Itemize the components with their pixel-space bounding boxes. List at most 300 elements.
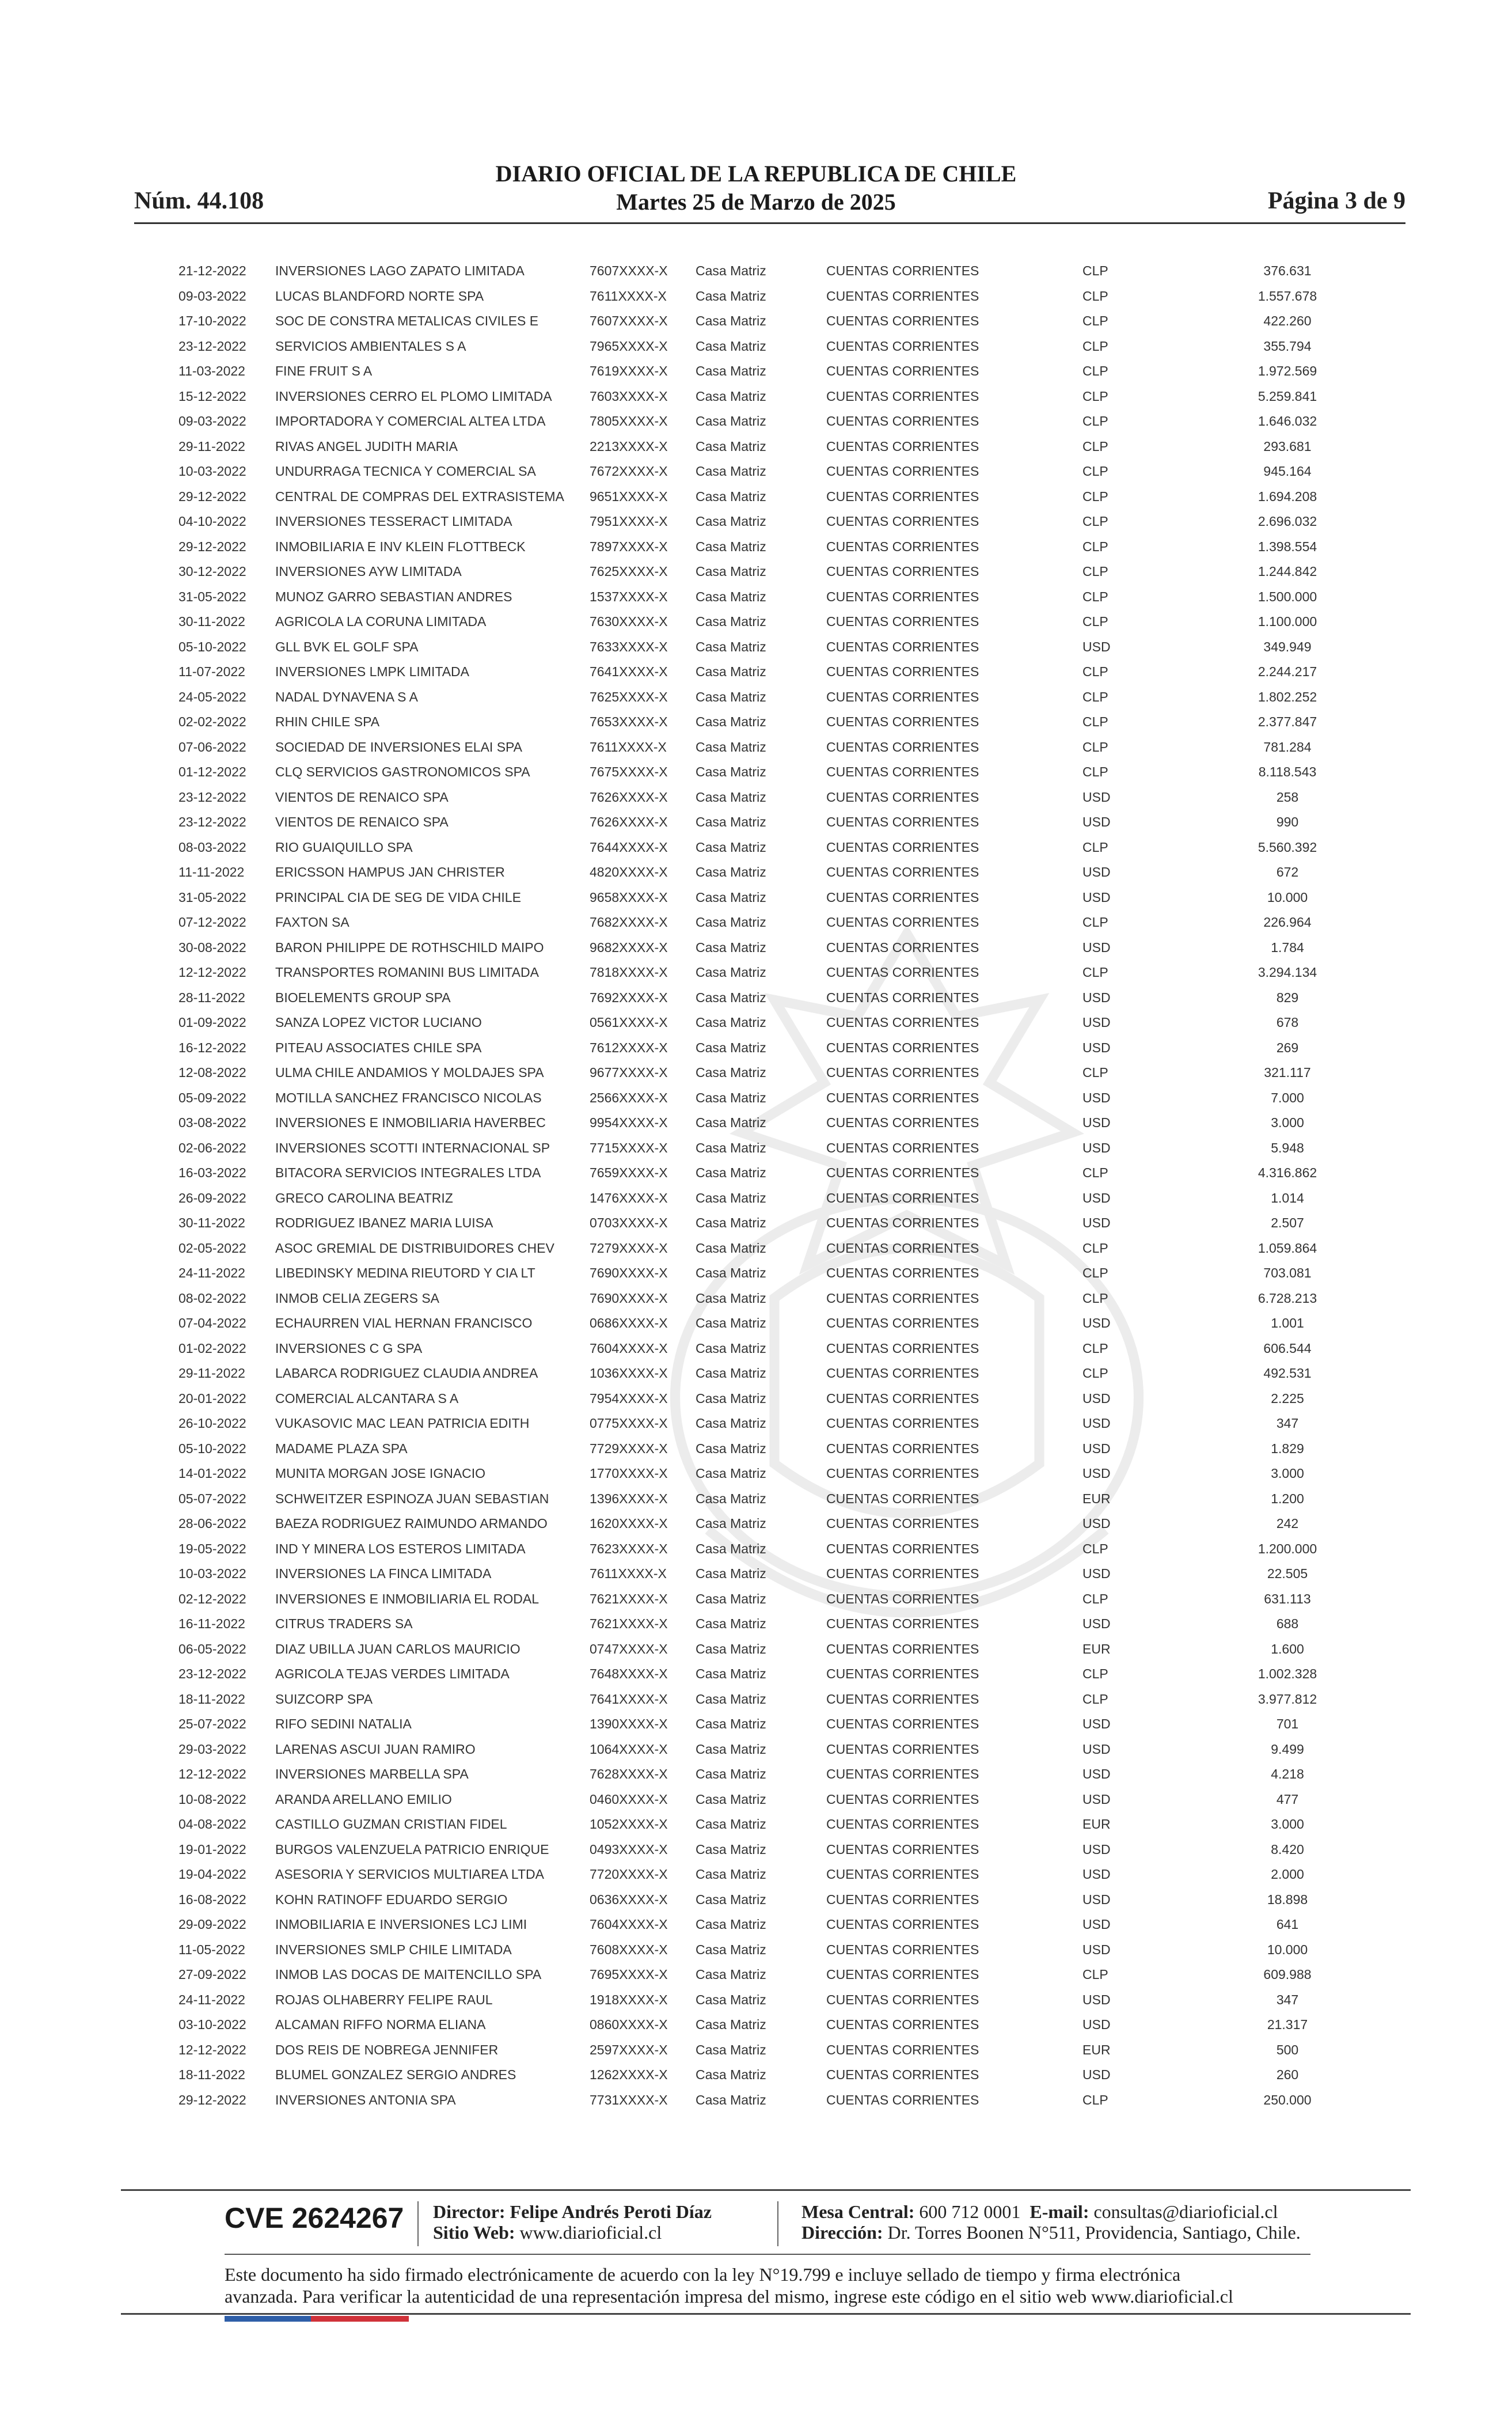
row-rut: 7621XXXX-X bbox=[590, 1591, 668, 1606]
row-amount: 3.294.134 bbox=[1258, 965, 1317, 980]
table-row bbox=[0, 1291, 1512, 1316]
row-amount: 678 bbox=[1276, 1015, 1299, 1030]
row-currency: USD bbox=[1082, 1942, 1111, 1957]
row-name: ARANDA ARELLANO EMILIO bbox=[275, 1791, 452, 1807]
row-amount: 226.964 bbox=[1263, 915, 1312, 930]
table-row bbox=[0, 764, 1512, 790]
table-row bbox=[0, 965, 1512, 990]
row-date: 25-07-2022 bbox=[178, 1716, 246, 1731]
row-branch: Casa Matriz bbox=[696, 1065, 766, 1080]
table-row bbox=[0, 1115, 1512, 1140]
row-date: 16-11-2022 bbox=[178, 1616, 245, 1631]
row-product: CUENTAS CORRIENTES bbox=[826, 1967, 979, 1982]
table-row bbox=[0, 489, 1512, 514]
row-product: CUENTAS CORRIENTES bbox=[826, 363, 979, 378]
row-branch: Casa Matriz bbox=[696, 789, 766, 805]
row-name: ASOC GREMIAL DE DISTRIBUIDORES CHEV bbox=[275, 1240, 554, 1256]
row-branch: Casa Matriz bbox=[696, 363, 766, 378]
row-rut: 9682XXXX-X bbox=[590, 939, 668, 955]
signature-notice bbox=[225, 2263, 1319, 2307]
row-rut: 1770XXXX-X bbox=[590, 1466, 668, 1481]
table-row bbox=[0, 514, 1512, 539]
row-rut: 1064XXXX-X bbox=[590, 1741, 668, 1757]
table-row bbox=[0, 1716, 1512, 1742]
row-currency: EUR bbox=[1082, 2042, 1111, 2057]
row-date: 29-03-2022 bbox=[178, 1741, 246, 1757]
table-row bbox=[0, 1090, 1512, 1116]
row-name: MUNITA MORGAN JOSE IGNACIO bbox=[275, 1466, 486, 1481]
row-branch: Casa Matriz bbox=[696, 1917, 766, 1932]
row-rut: 7641XXXX-X bbox=[590, 1691, 668, 1707]
table-row bbox=[0, 1641, 1512, 1667]
issue-number: Núm. 44.108 bbox=[134, 188, 264, 214]
row-name: INVERSIONES SCOTTI INTERNACIONAL SP bbox=[275, 1140, 550, 1155]
footer-divider-bottom bbox=[121, 2313, 1411, 2315]
row-rut: 7611XXXX-X bbox=[590, 1566, 667, 1581]
row-currency: USD bbox=[1082, 639, 1111, 654]
row-rut: 0703XXXX-X bbox=[590, 1215, 668, 1230]
table-row bbox=[0, 363, 1512, 389]
row-amount: 781.284 bbox=[1263, 739, 1312, 754]
row-product: CUENTAS CORRIENTES bbox=[826, 1440, 979, 1456]
row-name: SERVICIOS AMBIENTALES S A bbox=[275, 338, 466, 354]
row-name: PITEAU ASSOCIATES CHILE SPA bbox=[275, 1040, 482, 1055]
row-date: 19-05-2022 bbox=[178, 1541, 246, 1556]
row-product: CUENTAS CORRIENTES bbox=[826, 438, 979, 454]
row-branch: Casa Matriz bbox=[696, 1541, 766, 1556]
row-rut: 7672XXXX-X bbox=[590, 464, 668, 479]
row-date: 05-10-2022 bbox=[178, 639, 246, 654]
row-amount: 3.977.812 bbox=[1258, 1691, 1317, 1707]
row-date: 23-12-2022 bbox=[178, 814, 246, 829]
row-date: 30-08-2022 bbox=[178, 939, 246, 955]
row-branch: Casa Matriz bbox=[696, 915, 766, 930]
row-currency: CLP bbox=[1082, 915, 1108, 930]
row-currency: CLP bbox=[1082, 338, 1108, 354]
row-product: CUENTAS CORRIENTES bbox=[826, 1240, 979, 1256]
table-row bbox=[0, 1892, 1512, 1917]
row-rut: 7951XXXX-X bbox=[590, 514, 668, 529]
row-name: INVERSIONES MARBELLA SPA bbox=[275, 1766, 469, 1781]
row-date: 26-10-2022 bbox=[178, 1416, 246, 1431]
row-product: CUENTAS CORRIENTES bbox=[826, 589, 979, 604]
row-currency: CLP bbox=[1082, 388, 1108, 404]
row-branch: Casa Matriz bbox=[696, 1741, 766, 1757]
row-name: INVERSIONES SMLP CHILE LIMITADA bbox=[275, 1942, 512, 1957]
row-rut: 7641XXXX-X bbox=[590, 664, 668, 679]
row-rut: 7897XXXX-X bbox=[590, 539, 668, 554]
row-currency: USD bbox=[1082, 1867, 1111, 1882]
row-branch: Casa Matriz bbox=[696, 1040, 766, 1055]
row-currency: CLP bbox=[1082, 2092, 1108, 2107]
row-rut: 7611XXXX-X bbox=[590, 739, 667, 754]
row-rut: 9954XXXX-X bbox=[590, 1115, 668, 1130]
row-date: 01-02-2022 bbox=[178, 1340, 246, 1356]
row-rut: 7611XXXX-X bbox=[590, 288, 667, 304]
table-row bbox=[0, 313, 1512, 339]
row-product: CUENTAS CORRIENTES bbox=[826, 488, 979, 504]
row-currency: USD bbox=[1082, 865, 1111, 879]
table-row bbox=[0, 2092, 1512, 2118]
row-branch: Casa Matriz bbox=[696, 589, 766, 604]
row-branch: Casa Matriz bbox=[696, 288, 766, 304]
row-name: GLL BVK EL GOLF SPA bbox=[275, 639, 419, 654]
table-row bbox=[0, 940, 1512, 965]
row-date: 24-11-2022 bbox=[178, 1265, 245, 1280]
row-amount: 672 bbox=[1276, 865, 1299, 879]
row-date: 16-08-2022 bbox=[178, 1891, 246, 1907]
row-branch: Casa Matriz bbox=[696, 388, 766, 404]
row-date: 19-04-2022 bbox=[178, 1867, 246, 1882]
row-currency: CLP bbox=[1082, 539, 1108, 554]
row-branch: Casa Matriz bbox=[696, 1992, 766, 2007]
row-currency: USD bbox=[1082, 1416, 1111, 1431]
row-branch: Casa Matriz bbox=[696, 564, 766, 579]
row-name: FAXTON SA bbox=[275, 915, 349, 930]
row-currency: CLP bbox=[1082, 614, 1108, 629]
address-value: Dr. Torres Boonen N°511, Providencia, Santiago, Chile. bbox=[887, 2222, 1301, 2243]
row-rut: 7695XXXX-X bbox=[590, 1967, 668, 1982]
table-row bbox=[0, 389, 1512, 414]
row-name: INMOB CELIA ZEGERS SA bbox=[275, 1290, 440, 1306]
row-amount: 5.948 bbox=[1271, 1140, 1304, 1155]
row-branch: Casa Matriz bbox=[696, 1641, 766, 1656]
row-amount: 703.081 bbox=[1263, 1265, 1312, 1280]
table-row bbox=[0, 1516, 1512, 1541]
row-currency: EUR bbox=[1082, 1491, 1111, 1506]
cve-code: CVE 2624267 bbox=[225, 2202, 404, 2234]
row-name: RIO GUAIQUILLO SPA bbox=[275, 839, 413, 855]
row-amount: 2.225 bbox=[1271, 1390, 1304, 1406]
row-product: CUENTAS CORRIENTES bbox=[826, 1340, 979, 1356]
row-name: PRINCIPAL CIA DE SEG DE VIDA CHILE bbox=[275, 889, 521, 905]
row-currency: USD bbox=[1082, 789, 1111, 805]
row-rut: 4820XXXX-X bbox=[590, 865, 668, 879]
row-rut: 7628XXXX-X bbox=[590, 1766, 668, 1781]
table-row bbox=[0, 439, 1512, 464]
row-currency: CLP bbox=[1082, 263, 1108, 278]
row-amount: 2.244.217 bbox=[1258, 664, 1317, 679]
table-row bbox=[0, 289, 1512, 314]
row-rut: 7625XXXX-X bbox=[590, 564, 668, 579]
row-amount: 990 bbox=[1276, 814, 1299, 829]
row-name: BITACORA SERVICIOS INTEGRALES LTDA bbox=[275, 1165, 541, 1180]
table-row bbox=[0, 2067, 1512, 2092]
row-date: 01-09-2022 bbox=[178, 1015, 246, 1030]
row-rut: 9658XXXX-X bbox=[590, 889, 668, 905]
row-branch: Casa Matriz bbox=[696, 1165, 766, 1180]
table-row bbox=[0, 790, 1512, 815]
row-rut: 7731XXXX-X bbox=[590, 2092, 668, 2107]
row-product: CUENTAS CORRIENTES bbox=[826, 1416, 979, 1431]
row-date: 07-12-2022 bbox=[178, 915, 246, 930]
row-date: 21-12-2022 bbox=[178, 263, 246, 278]
row-rut: 0860XXXX-X bbox=[590, 2017, 668, 2032]
table-row bbox=[0, 589, 1512, 615]
table-row bbox=[0, 1967, 1512, 1992]
row-date: 04-10-2022 bbox=[178, 514, 246, 529]
row-amount: 6.728.213 bbox=[1258, 1290, 1317, 1306]
row-branch: Casa Matriz bbox=[696, 2042, 766, 2057]
row-currency: CLP bbox=[1082, 739, 1108, 754]
row-product: CUENTAS CORRIENTES bbox=[826, 939, 979, 955]
row-rut: 7692XXXX-X bbox=[590, 989, 668, 1005]
row-rut: 2566XXXX-X bbox=[590, 1090, 668, 1105]
row-date: 24-05-2022 bbox=[178, 689, 246, 704]
row-name: TRANSPORTES ROMANINI BUS LIMITADA bbox=[275, 965, 539, 980]
row-name: INVERSIONES E INMOBILIARIA EL RODAL bbox=[275, 1591, 540, 1606]
row-currency: CLP bbox=[1082, 1165, 1108, 1180]
row-product: CUENTAS CORRIENTES bbox=[826, 739, 979, 754]
director-name: Felipe Andrés Peroti Díaz bbox=[510, 2201, 712, 2222]
accounts-table bbox=[0, 263, 1512, 2117]
table-row bbox=[0, 339, 1512, 364]
row-amount: 606.544 bbox=[1263, 1340, 1312, 1356]
row-name: VUKASOVIC MAC LEAN PATRICIA EDITH bbox=[275, 1416, 530, 1431]
row-rut: 7690XXXX-X bbox=[590, 1290, 668, 1306]
row-name: RODRIGUEZ IBANEZ MARIA LUISA bbox=[275, 1215, 493, 1230]
row-product: CUENTAS CORRIENTES bbox=[826, 1165, 979, 1180]
row-branch: Casa Matriz bbox=[696, 939, 766, 955]
row-branch: Casa Matriz bbox=[696, 1015, 766, 1030]
row-rut: 7720XXXX-X bbox=[590, 1867, 668, 1882]
row-amount: 500 bbox=[1276, 2042, 1299, 2057]
table-row bbox=[0, 1942, 1512, 1967]
web-label: Sitio Web: bbox=[433, 2222, 515, 2243]
row-currency: CLP bbox=[1082, 965, 1108, 980]
row-currency: USD bbox=[1082, 814, 1111, 829]
row-rut: 1537XXXX-X bbox=[590, 589, 668, 604]
row-product: CUENTAS CORRIENTES bbox=[826, 1841, 979, 1857]
flag-stripe-red bbox=[311, 2316, 409, 2322]
row-currency: CLP bbox=[1082, 313, 1108, 328]
row-branch: Casa Matriz bbox=[696, 664, 766, 679]
row-date: 29-12-2022 bbox=[178, 488, 246, 504]
row-branch: Casa Matriz bbox=[696, 1366, 766, 1381]
row-amount: 631.113 bbox=[1264, 1591, 1311, 1606]
table-row bbox=[0, 890, 1512, 915]
table-row bbox=[0, 1766, 1512, 1792]
row-amount: 701 bbox=[1276, 1716, 1299, 1731]
row-currency: USD bbox=[1082, 1566, 1111, 1581]
address-label: Dirección: bbox=[801, 2222, 883, 2243]
row-date: 28-06-2022 bbox=[178, 1516, 246, 1531]
row-product: CUENTAS CORRIENTES bbox=[826, 889, 979, 905]
row-currency: USD bbox=[1082, 1390, 1111, 1406]
row-branch: Casa Matriz bbox=[696, 1591, 766, 1606]
row-product: CUENTAS CORRIENTES bbox=[826, 1466, 979, 1481]
row-name: CLQ SERVICIOS GASTRONOMICOS SPA bbox=[275, 764, 530, 779]
table-row bbox=[0, 1315, 1512, 1341]
row-currency: USD bbox=[1082, 1040, 1111, 1055]
row-rut: 0747XXXX-X bbox=[590, 1641, 668, 1656]
row-branch: Casa Matriz bbox=[696, 1390, 766, 1406]
row-date: 30-12-2022 bbox=[178, 564, 246, 579]
row-name: BURGOS VALENZUELA PATRICIO ENRIQUE bbox=[275, 1841, 549, 1857]
table-row bbox=[0, 1792, 1512, 1817]
row-branch: Casa Matriz bbox=[696, 313, 766, 328]
email-label: E-mail: bbox=[1029, 2201, 1089, 2222]
row-branch: Casa Matriz bbox=[696, 2092, 766, 2107]
table-row bbox=[0, 1215, 1512, 1241]
row-name: MOTILLA SANCHEZ FRANCISCO NICOLAS bbox=[275, 1090, 542, 1105]
row-date: 27-09-2022 bbox=[178, 1967, 246, 1982]
table-row bbox=[0, 915, 1512, 940]
row-amount: 22.505 bbox=[1267, 1566, 1308, 1581]
row-amount: 376.631 bbox=[1263, 263, 1312, 278]
row-currency: USD bbox=[1082, 1766, 1111, 1781]
row-amount: 355.794 bbox=[1263, 338, 1312, 354]
row-product: CUENTAS CORRIENTES bbox=[826, 514, 979, 529]
table-row bbox=[0, 539, 1512, 564]
row-rut: 7619XXXX-X bbox=[590, 363, 668, 378]
row-currency: USD bbox=[1082, 1015, 1111, 1030]
row-product: CUENTAS CORRIENTES bbox=[826, 2092, 979, 2107]
row-name: IMPORTADORA Y COMERCIAL ALTEA LTDA bbox=[275, 414, 546, 429]
row-amount: 347 bbox=[1276, 1416, 1299, 1431]
row-amount: 10.000 bbox=[1267, 889, 1308, 905]
row-branch: Casa Matriz bbox=[696, 1716, 766, 1731]
table-row bbox=[0, 1190, 1512, 1216]
row-currency: CLP bbox=[1082, 488, 1108, 504]
row-currency: CLP bbox=[1082, 1265, 1108, 1280]
row-branch: Casa Matriz bbox=[696, 1942, 766, 1957]
row-amount: 2.696.032 bbox=[1258, 514, 1317, 529]
row-date: 12-12-2022 bbox=[178, 1766, 246, 1781]
row-date: 30-11-2022 bbox=[178, 1215, 245, 1230]
row-rut: 7690XXXX-X bbox=[590, 1265, 668, 1280]
row-amount: 1.694.208 bbox=[1258, 488, 1317, 504]
row-product: CUENTAS CORRIENTES bbox=[826, 1766, 979, 1781]
row-amount: 829 bbox=[1276, 989, 1299, 1005]
mesa-label: Mesa Central: bbox=[801, 2201, 915, 2222]
row-branch: Casa Matriz bbox=[696, 689, 766, 704]
row-name: BARON PHILIPPE DE ROTHSCHILD MAIPO bbox=[275, 939, 544, 955]
row-branch: Casa Matriz bbox=[696, 1290, 766, 1306]
row-product: CUENTAS CORRIENTES bbox=[826, 1992, 979, 2007]
row-branch: Casa Matriz bbox=[696, 1516, 766, 1531]
row-rut: 7621XXXX-X bbox=[590, 1616, 668, 1631]
row-currency: CLP bbox=[1082, 1366, 1108, 1381]
row-name: LIBEDINSKY MEDINA RIEUTORD Y CIA LT bbox=[275, 1265, 535, 1280]
row-product: CUENTAS CORRIENTES bbox=[826, 1691, 979, 1707]
row-branch: Casa Matriz bbox=[696, 1340, 766, 1356]
row-branch: Casa Matriz bbox=[696, 1190, 766, 1205]
row-product: CUENTAS CORRIENTES bbox=[826, 1716, 979, 1731]
row-currency: USD bbox=[1082, 2067, 1111, 2082]
row-product: CUENTAS CORRIENTES bbox=[826, 1390, 979, 1406]
row-amount: 10.000 bbox=[1267, 1942, 1308, 1957]
row-branch: Casa Matriz bbox=[696, 1616, 766, 1631]
row-name: ALCAMAN RIFFO NORMA ELIANA bbox=[275, 2017, 486, 2032]
row-amount: 4.218 bbox=[1271, 1766, 1304, 1781]
row-product: CUENTAS CORRIENTES bbox=[826, 338, 979, 354]
row-product: CUENTAS CORRIENTES bbox=[826, 1666, 979, 1681]
row-currency: CLP bbox=[1082, 589, 1108, 604]
row-currency: USD bbox=[1082, 939, 1111, 955]
table-row bbox=[0, 1241, 1512, 1266]
row-currency: CLP bbox=[1082, 1691, 1108, 1707]
row-rut: 7625XXXX-X bbox=[590, 689, 668, 704]
row-rut: 1052XXXX-X bbox=[590, 1817, 668, 1832]
row-currency: USD bbox=[1082, 1791, 1111, 1807]
row-amount: 2.507 bbox=[1271, 1215, 1304, 1230]
row-date: 23-12-2022 bbox=[178, 1666, 246, 1681]
row-amount: 945.164 bbox=[1263, 464, 1312, 479]
row-currency: CLP bbox=[1082, 438, 1108, 454]
row-name: INVERSIONES C G SPA bbox=[275, 1340, 423, 1356]
row-amount: 688 bbox=[1276, 1616, 1299, 1631]
row-name: ASESORIA Y SERVICIOS MULTIAREA LTDA bbox=[275, 1867, 544, 1882]
row-amount: 321.117 bbox=[1264, 1065, 1311, 1080]
row-name: INMOBILIARIA E INV KLEIN FLOTTBECK bbox=[275, 539, 526, 554]
row-name: LUCAS BLANDFORD NORTE SPA bbox=[275, 288, 484, 304]
row-date: 03-08-2022 bbox=[178, 1115, 246, 1130]
row-rut: 7633XXXX-X bbox=[590, 639, 668, 654]
row-amount: 1.784 bbox=[1271, 939, 1304, 955]
row-product: CUENTAS CORRIENTES bbox=[826, 1115, 979, 1130]
row-product: CUENTAS CORRIENTES bbox=[826, 564, 979, 579]
row-currency: USD bbox=[1082, 1215, 1111, 1230]
table-row bbox=[0, 1366, 1512, 1391]
row-date: 23-12-2022 bbox=[178, 789, 246, 805]
row-amount: 8.118.543 bbox=[1258, 764, 1317, 779]
row-currency: CLP bbox=[1082, 1967, 1108, 1982]
row-product: CUENTAS CORRIENTES bbox=[826, 1891, 979, 1907]
table-row bbox=[0, 814, 1512, 840]
row-amount: 1.398.554 bbox=[1258, 539, 1317, 554]
row-rut: 0636XXXX-X bbox=[590, 1891, 668, 1907]
row-amount: 1.646.032 bbox=[1258, 414, 1317, 429]
row-product: CUENTAS CORRIENTES bbox=[826, 539, 979, 554]
row-amount: 18.898 bbox=[1267, 1891, 1308, 1907]
row-product: CUENTAS CORRIENTES bbox=[826, 1516, 979, 1531]
row-branch: Casa Matriz bbox=[696, 764, 766, 779]
row-rut: 0493XXXX-X bbox=[590, 1841, 668, 1857]
row-product: CUENTAS CORRIENTES bbox=[826, 839, 979, 855]
row-currency: CLP bbox=[1082, 664, 1108, 679]
row-amount: 1.014 bbox=[1271, 1190, 1304, 1205]
row-rut: 7607XXXX-X bbox=[590, 263, 668, 278]
row-branch: Casa Matriz bbox=[696, 1666, 766, 1681]
row-amount: 1.557.678 bbox=[1258, 288, 1317, 304]
row-name: FINE FRUIT S A bbox=[275, 363, 373, 378]
row-branch: Casa Matriz bbox=[696, 1440, 766, 1456]
row-name: INVERSIONES LAGO ZAPATO LIMITADA bbox=[275, 263, 525, 278]
row-amount: 7.000 bbox=[1271, 1090, 1304, 1105]
row-amount: 2.377.847 bbox=[1258, 714, 1317, 729]
row-amount: 1.829 bbox=[1271, 1440, 1304, 1456]
row-product: CUENTAS CORRIENTES bbox=[826, 414, 979, 429]
table-row bbox=[0, 1591, 1512, 1617]
row-branch: Casa Matriz bbox=[696, 263, 766, 278]
row-branch: Casa Matriz bbox=[696, 1766, 766, 1781]
web-link[interactable]: www.diarioficial.cl bbox=[519, 2222, 662, 2243]
table-row bbox=[0, 1165, 1512, 1190]
row-product: CUENTAS CORRIENTES bbox=[826, 288, 979, 304]
email-link[interactable]: consultas@diarioficial.cl bbox=[1093, 2201, 1278, 2222]
row-name: DOS REIS DE NOBREGA JENNIFER bbox=[275, 2042, 499, 2057]
row-branch: Casa Matriz bbox=[696, 1967, 766, 1982]
row-product: CUENTAS CORRIENTES bbox=[826, 764, 979, 779]
row-date: 12-12-2022 bbox=[178, 2042, 246, 2057]
row-currency: CLP bbox=[1082, 564, 1108, 579]
row-name: ERICSSON HAMPUS JAN CHRISTER bbox=[275, 865, 505, 879]
row-name: KOHN RATINOFF EDUARDO SERGIO bbox=[275, 1891, 508, 1907]
row-product: CUENTAS CORRIENTES bbox=[826, 1315, 979, 1330]
footer-director-block bbox=[433, 2201, 712, 2243]
table-row bbox=[0, 1692, 1512, 1717]
